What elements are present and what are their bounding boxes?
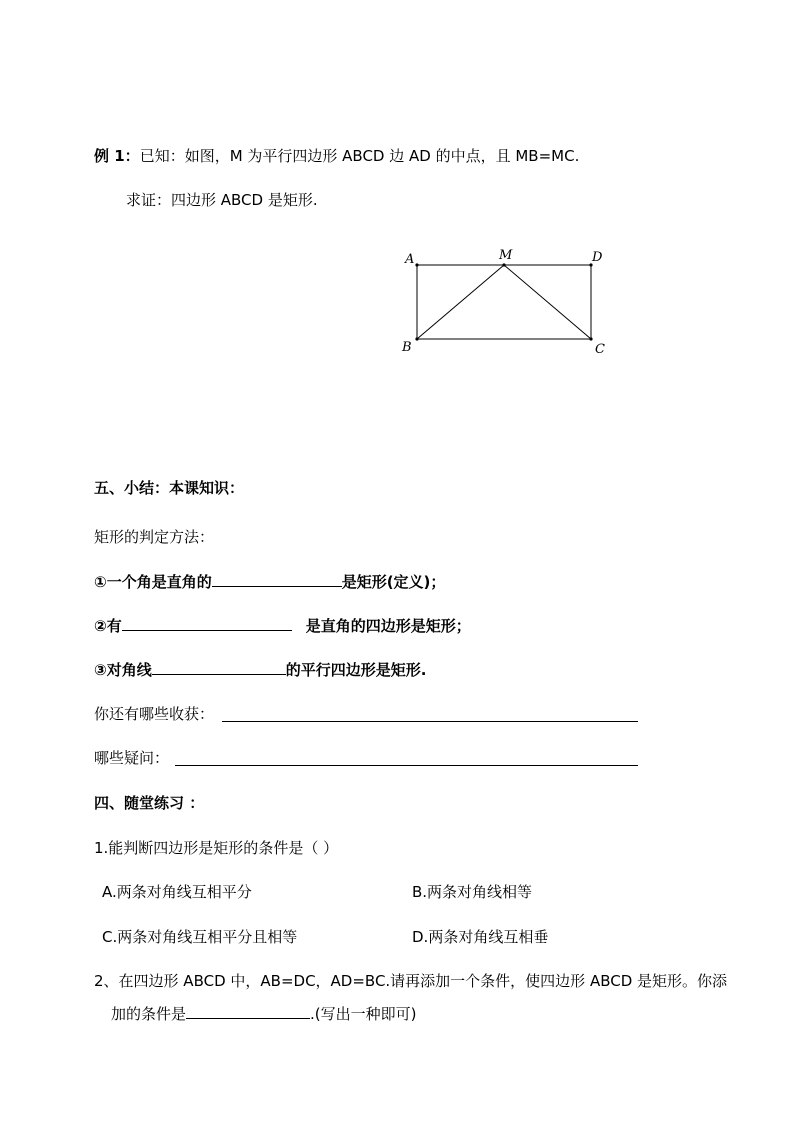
q2-line2-prefix: 加的条件是 <box>111 1005 187 1023</box>
example1-colon: ： <box>124 147 140 165</box>
method-item-1 <box>94 571 445 592</box>
questions-blank[interactable] <box>175 765 638 766</box>
example1-label: 例 1 <box>94 147 125 165</box>
segment-mc <box>504 265 591 339</box>
method-item-2-prefix: ②有 <box>94 617 122 635</box>
methods-label: 矩形的判定方法： <box>94 528 215 546</box>
questions-row <box>94 748 169 768</box>
q1-option-c[interactable]: C.两条对角线互相平分且相等 <box>102 928 298 946</box>
label-a: A <box>405 252 415 267</box>
method-item-1-prefix: ①一个角是直角的 <box>94 573 212 591</box>
label-m: M <box>499 248 513 263</box>
gains-label: 你还有哪些收获： <box>94 705 215 723</box>
label-c: C <box>595 342 605 357</box>
questions-label: 哪些疑问： <box>94 749 170 767</box>
method-item-2-blank[interactable] <box>122 615 292 631</box>
gains-blank[interactable] <box>222 721 638 722</box>
method-item-2 <box>94 615 471 636</box>
method-item-3-blank[interactable] <box>152 659 286 675</box>
segment-mb <box>417 265 504 339</box>
practice-heading: 四、随堂练习 ： <box>94 794 205 812</box>
method-item-3 <box>94 659 426 680</box>
q1-stem: 1.能判断四边形是矩形的条件是（ ） <box>94 839 339 857</box>
point-b <box>415 337 418 340</box>
method-item-3-prefix: ③对角线 <box>94 661 152 679</box>
q1-option-a[interactable]: A.两条对角线互相平分 <box>102 883 252 901</box>
method-item-1-suffix: 是矩形(定义)； <box>341 573 446 591</box>
q2-answer-blank[interactable] <box>186 1003 310 1019</box>
label-b: B <box>402 340 412 355</box>
q1-option-d[interactable]: D.两条对角线互相垂 <box>412 928 549 946</box>
example1-given <box>94 146 579 166</box>
rectangle-figure <box>396 244 636 364</box>
method-item-1-blank[interactable] <box>212 571 342 587</box>
gains-row <box>94 704 214 724</box>
label-d: D <box>592 250 603 265</box>
method-item-3-suffix: 的平行四边形是矩形. <box>285 661 427 679</box>
q1-option-b[interactable]: B.两条对角线相等 <box>412 883 533 901</box>
point-m <box>502 263 505 266</box>
q2-line2-suffix: .(写出一种即可) <box>310 1005 417 1023</box>
q2-line1: 2、在四边形 ABCD 中，AB=DC，AD=BC.请再添加一个条件，使四边形 ABCD 是矩形。你添 <box>94 972 728 990</box>
q2-line2 <box>111 1003 417 1024</box>
point-c <box>589 337 592 340</box>
example1-given-text: 已知：如图，M 为平行四边形 ABCD 边 AD 的中点，且 MB=MC. <box>139 147 580 165</box>
summary-heading: 五、小结：本课知识： <box>94 479 245 497</box>
method-item-2-suffix: 是直角的四边形是矩形； <box>305 617 471 635</box>
rectangle-abcd <box>417 265 591 339</box>
example1-prove: 求证：四边形 ABCD 是矩形. <box>126 191 318 209</box>
point-a <box>415 263 418 266</box>
